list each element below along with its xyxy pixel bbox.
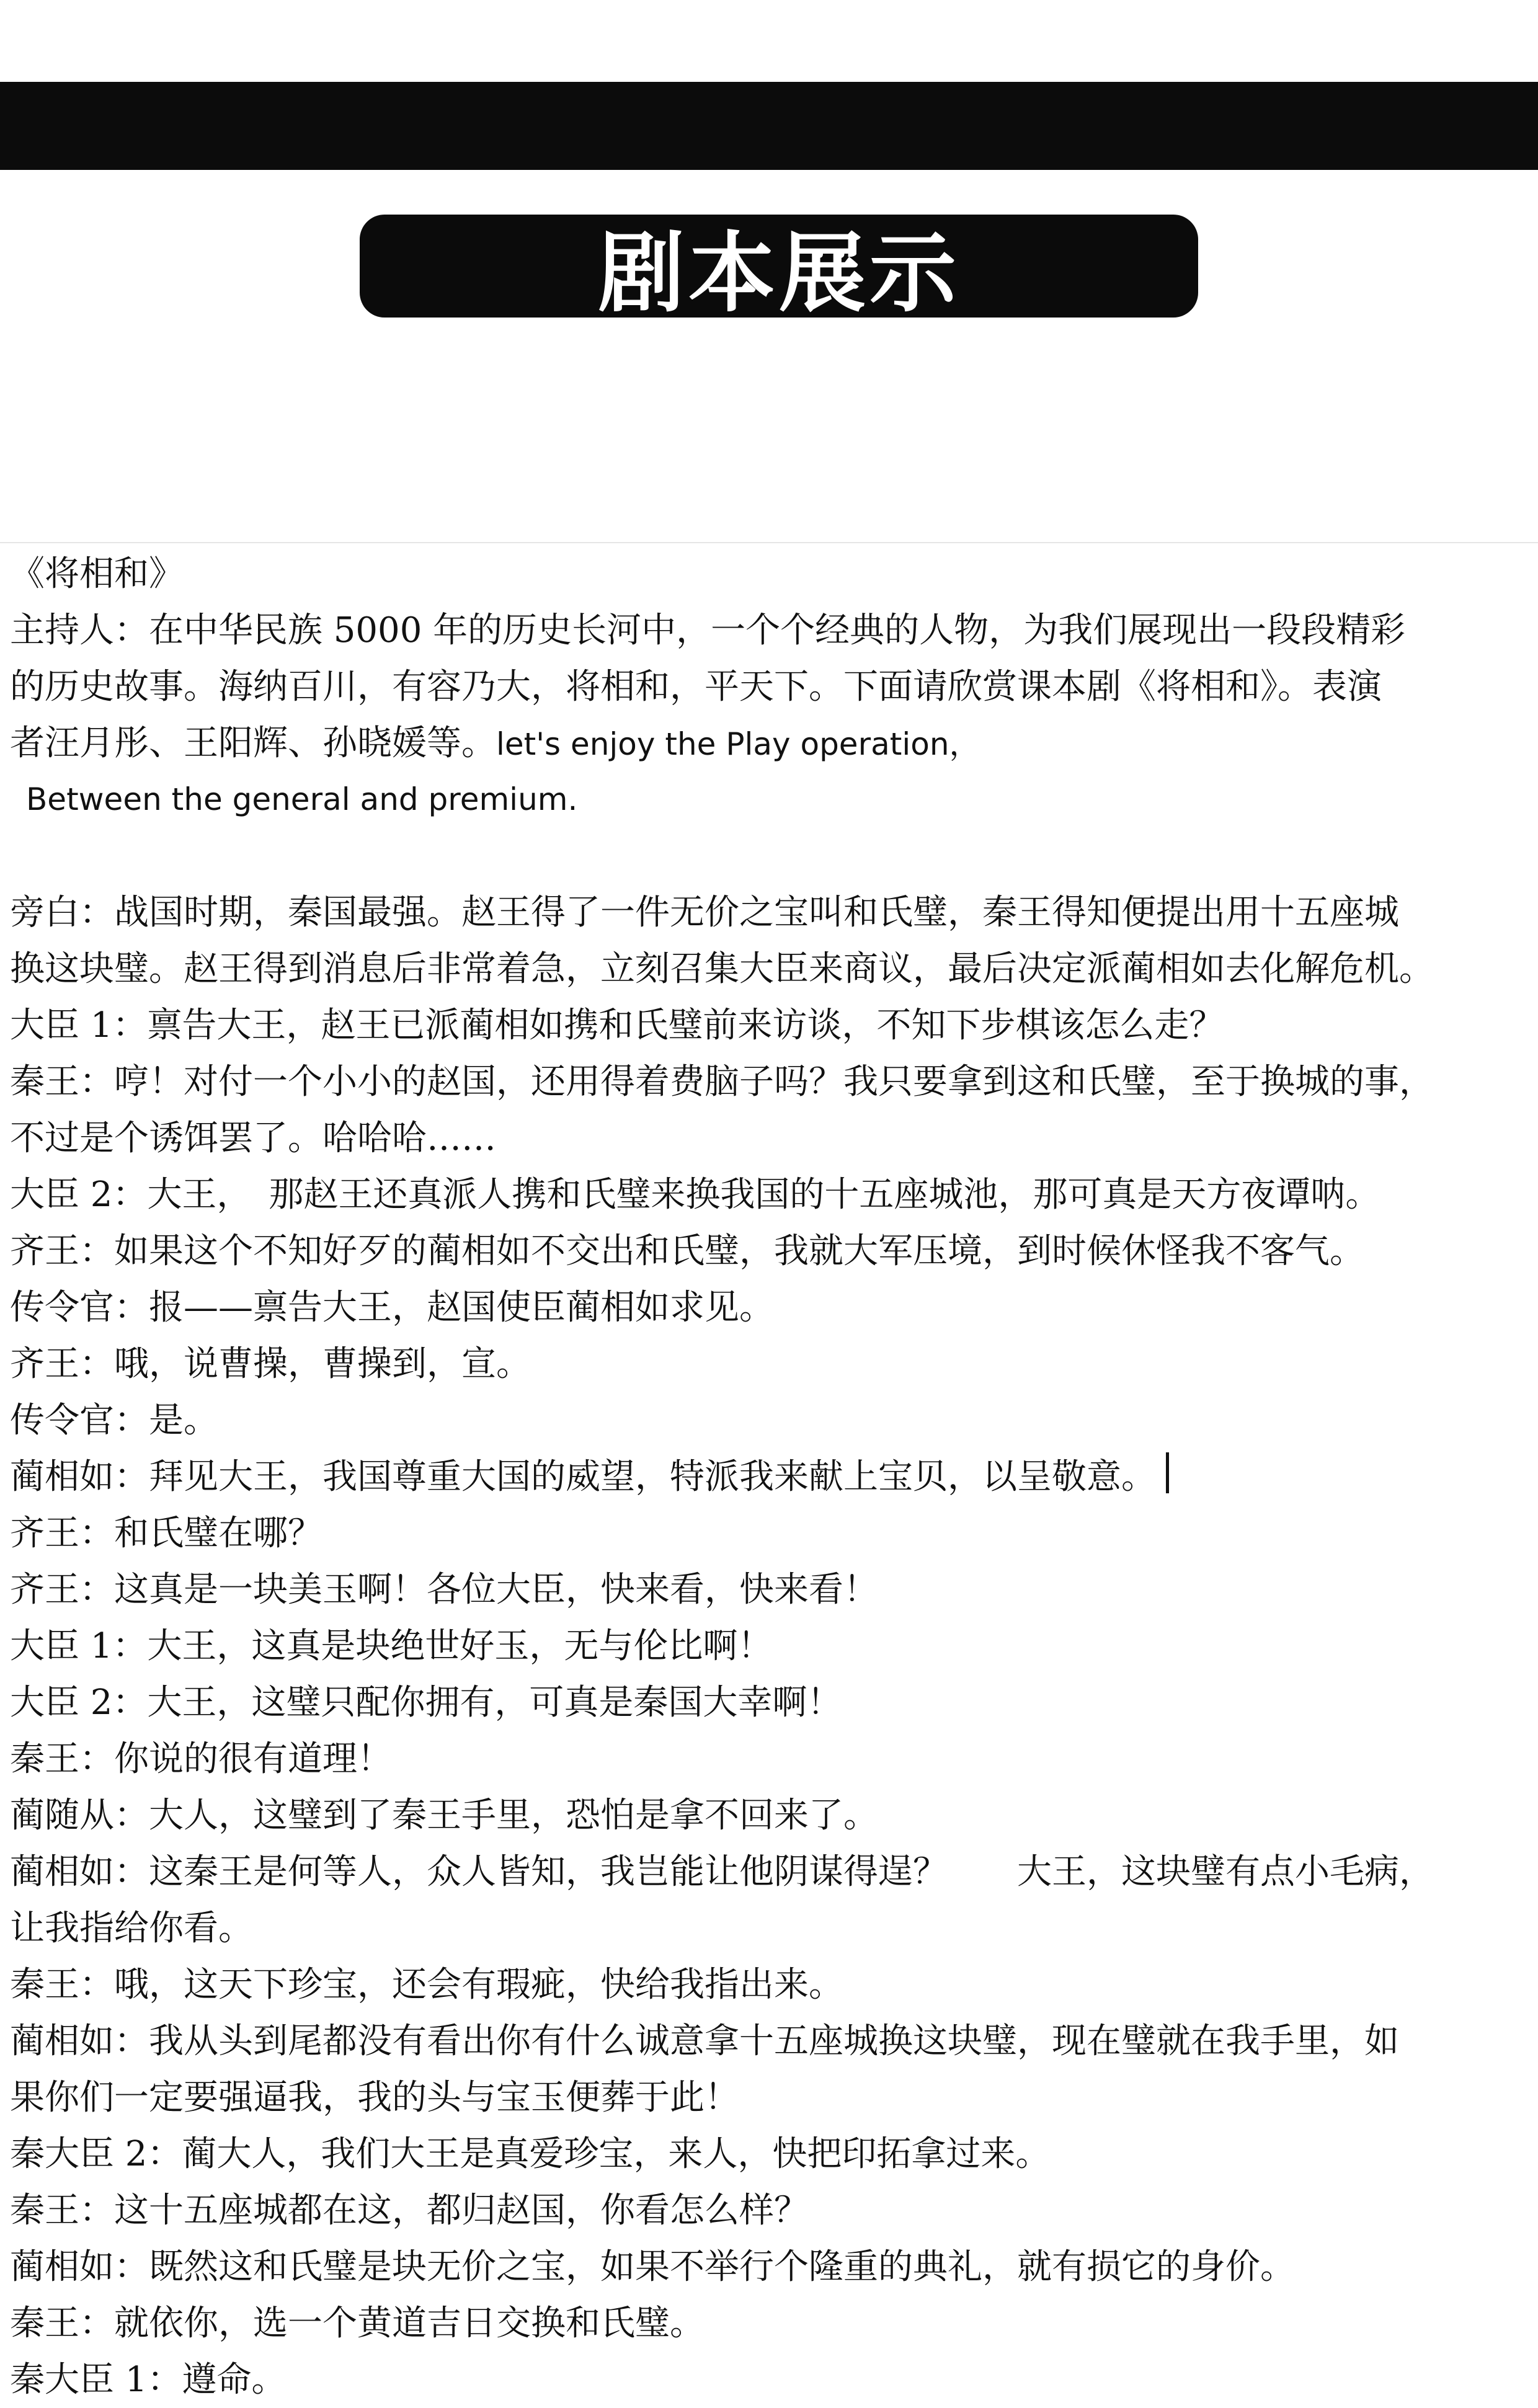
play-title: 《将相和》 [10,554,184,594]
section-title-banner [360,215,1198,324]
intro-line-en: Between the general and premium. [26,781,578,817]
dialogue-line: 不过是个诱饵罢了。哈哈哈…… [10,1118,496,1158]
dialogue-line: 果你们一定要强逼我，我的头与宝玉便葬于此！ [10,2077,739,2118]
dialogue-line: 齐王：这真是一块美玉啊！各位大臣，快来看，快来看！ [10,1570,878,1610]
page-divider [0,542,1538,543]
dialogue-line: 大臣 2：大王，这璧只配你拥有，可真是秦国大幸啊！ [10,1682,842,1723]
dialogue-line: 蔺相如：这秦王是何等人，众人皆知，我岂能让他阴谋得逞？ 大王，这块璧有点小毛病， [10,1852,1434,1892]
intro-line: 主持人：在中华民族 5000 年的历史长河中，一个个经典的人物，为我们展现出一段段精彩 [10,610,1406,651]
dialogue-line: 大臣 2：大王， 那赵王还真派人携和氏璧来换我国的十五座城池，那可真是天方夜谭呐。 [10,1175,1380,1215]
dialogue-line: 齐王：和氏璧在哪？ [10,1513,322,1553]
blank-line [10,828,1527,884]
dialogue-line: 传令官：是。 [10,1400,218,1441]
script-body [10,546,1527,2408]
top-black-band [0,82,1538,170]
dialogue-line: 大臣 1：大王，这真是块绝世好玉，无与伦比啊！ [10,1626,773,1666]
dialogue-line: 齐王：如果这个不知好歹的蔺相如不交出和氏璧，我就大军压境，到时候休怪我不客气。 [10,1231,1364,1271]
intro-line-zh: 者汪月彤、王阳辉、孙晓媛等。 [10,723,496,763]
dialogue-line: 秦大臣 2：蔺大人，我们大王是真爱珍宝，来人，快把印拓拿过来。 [10,2134,1051,2174]
dialogue-line: 换这块璧。赵王得到消息后非常着急，立刻召集大臣来商议，最后决定派蔺相如去化解危机。 [10,949,1434,989]
intro-line: 的历史故事。海纳百川，有容乃大，将相和，平天下。下面请欣赏课本剧《将相和》。表演 [10,667,1382,707]
dialogue-line: 秦王：哼！对付一个小小的赵国，还用得着费脑子吗？我只要拿到这和氏璧，至于换城的事， [10,1062,1434,1102]
intro-line [10,715,1527,771]
dialogue-line: 秦王：就依你，选一个黄道吉日交换和氏璧。 [10,2303,705,2344]
dialogue-line: 大臣 1：禀告大王，赵王已派蔺相如携和氏璧前来访谈，不知下步棋该怎么走？ [10,1005,1224,1046]
intro-line-en: let's enjoy the Play operation， [496,726,980,762]
dialogue-line-with-cursor[interactable] [10,1449,1527,1505]
dialogue-line: 传令官：报——禀告大王，赵国使臣蔺相如求见。 [10,1287,774,1328]
section-title: 剧本展示 [597,223,960,324]
dialogue-line: 秦王：你说的很有道理！ [10,1739,392,1779]
dialogue-line: 秦王：这十五座城都在这，都归赵国，你看怎么样？ [10,2190,809,2231]
dialogue-line: 让我指给你看。 [10,1908,253,1948]
dialogue-line: 蔺相如：既然这和氏璧是块无价之宝，如果不举行个隆重的典礼，就有损它的身价。 [10,2247,1295,2287]
dialogue-line: 旁白：战国时期，秦国最强。赵王得了一件无价之宝叫和氏璧，秦王得知便提出用十五座城 [10,892,1399,933]
dialogue-line: 蔺相如：拜见大王，我国尊重大国的威望，特派我来献上宝贝，以呈敬意。 [10,1457,1156,1497]
dialogue-line: 蔺随从：大人，这璧到了秦王手里，恐怕是拿不回来了。 [10,1795,878,1836]
dialogue-line: 蔺相如：我从头到尾都没有看出你有什么诚意拿十五座城换这块璧，现在璧就在我手里，如 [10,2021,1399,2061]
dialogue-line: 秦大臣 1：遵命。 [10,2360,287,2400]
dialogue-line: 秦王：哦，这天下珍宝，还会有瑕疵，快给我指出来。 [10,1965,843,2005]
dialogue-line: 齐王：哦，说曹操，曹操到，宣。 [10,1344,531,1384]
text-cursor [1166,1452,1169,1493]
